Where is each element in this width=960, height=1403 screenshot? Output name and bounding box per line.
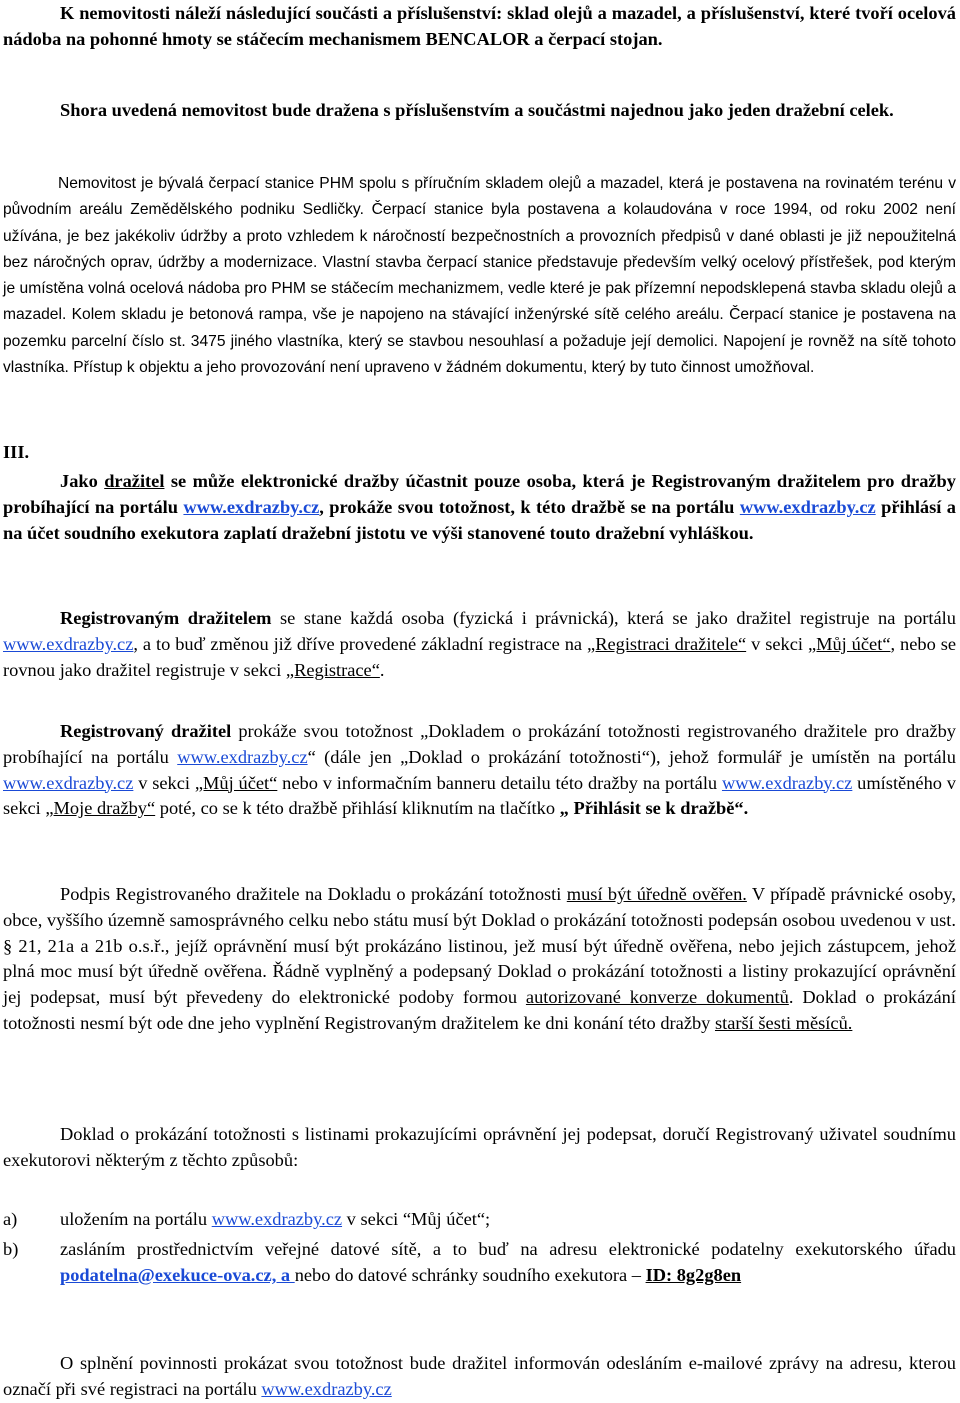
text: . Doklad o prokázání totožnosti nesmí být ode dne jeho vyplnění Registrovaným dražitelem ke dni konání této dražby [3, 987, 956, 1033]
podatelna-email-link[interactable]: podatelna@exekuce-ova.cz, a [60, 1264, 295, 1285]
text: , a to buď změnou již dříve provedené základní registrace na [133, 633, 588, 654]
text: v sekci [746, 633, 808, 654]
list-marker: b) [3, 1239, 19, 1259]
registration-paragraph [3, 606, 956, 683]
components-paragraph: K nemovitosti náleží následující součásti a příslušenství: sklad olejů a mazadel, a příslušenství, které tvoří ocelová nádoba na pohonné hmoty se stáčecím mechanismem BENCALOR a čerpací stojan. [3, 3, 956, 49]
notification-paragraph [3, 1351, 956, 1403]
my-account-section: „Můj účet“ [194, 772, 278, 793]
list-item-text [60, 1207, 956, 1233]
text: nebo do datové schránky soudního exekutora – [294, 1264, 646, 1285]
list-item [3, 1207, 956, 1233]
term-registered-bidder: Registrovaný dražitel [60, 721, 232, 741]
bidder-registration-section: „Registraci dražitele“ [587, 633, 747, 654]
list-marker: a) [3, 1209, 18, 1229]
list-item-text [60, 1237, 956, 1289]
text: Podpis Registrovaného dražitele na Dokladu o prokázání totožnosti [60, 884, 567, 904]
text: se může elektronické dražby účastnit pouze osoba, která je Registrovaným dražitelem pro dražby probíhající na portálu [3, 471, 956, 517]
exdrazby-link[interactable]: www.exdrazby.cz [177, 746, 308, 767]
exdrazby-link[interactable]: www.exdrazby.cz [721, 772, 853, 793]
exdrazby-link[interactable]: www.exdrazby.cz [211, 1209, 343, 1229]
exdrazby-link[interactable]: www.exdrazby.cz [3, 772, 134, 793]
text: , prokáže svou totožnost, k této dražbě se na portálu [319, 496, 740, 517]
list-item [3, 1237, 956, 1289]
signature-paragraph [3, 882, 956, 1037]
bidder-eligibility-paragraph [3, 469, 956, 546]
registration-section: „Registrace“ [285, 659, 380, 680]
text: uložením na portálu [60, 1209, 212, 1229]
text: Jako [60, 471, 105, 491]
text: v sekci [133, 772, 195, 793]
identity-proof-paragraph [3, 719, 956, 822]
exdrazby-link[interactable]: www.exdrazby.cz [183, 496, 320, 517]
login-button-label: „ Přihlásit se k dražbě“. [559, 798, 749, 819]
text: umístěného v sekci [3, 772, 956, 819]
property-description-paragraph: Nemovitost je bývalá čerpací stanice PHM spolu s příručním skladem olejů a mazadel, která je postavena na rovinatém terénu v původním areálu Zemědělského podniku Sedličky. Čerpací stanice byla postavena a kolaudována v roce 1994, od roku 2002 není užívána, je bez jakékoliv údržby a proto vzhledem k náročností bezpečnostních a provozních předpisů v dané oblasti je již nepoužitelná bez náročných oprav, údržby a modernizace. Vlastní stavba čerpací stanice představuje především velký ocelový přístřešek, pod kterým je umístěna volná ocelová nádoba pro PHM se stáčecím mechanizmem, vedle které je pak přízemní nepodsklepená stavba skladu olejů a mazadel. Kolem skladu je betonová rampa, vše je napojeno na stávající inženýrské sítě celého areálu. Čerpací stanice je postavena na pozemku parcelní číslo st. 3475 jiného vlastníka, který se stavbou nesouhlasí a požaduje její demolici. Napojení je rovněž na sítě tohoto vlastníka. Přístup k objektu a jeho provozování není upraveno v žádném dokumentu, který by tuto činnost umožňoval. [3, 175, 956, 377]
text: se stane každá osoba (fyzická i právnická), která se jako dražitel registruje na portálu [271, 608, 956, 628]
text: O splnění povinnosti prokázat svou totožnost bude dražitel informován odesláním e-mailové zprávy na adresu, kterou označí při své registraci na portálu [3, 1353, 956, 1399]
my-auctions-section: „Moje dražby“ [45, 798, 156, 819]
text: poté, co se k této dražbě přihlásí kliknutím na tlačítko [155, 798, 560, 819]
text: v sekci “Můj účet“; [342, 1209, 491, 1229]
exdrazby-link[interactable]: www.exdrazby.cz [261, 1378, 392, 1399]
text: prokáže svou totožnost „Dokladem o prokázání totožnosti registrovaného dražitele pro dražby probíhající na portálu [3, 721, 956, 767]
document-conversion-term: autorizované konverze dokumentů [525, 987, 789, 1008]
text: “ (dále jen „Doklad o prokázání totožnosti“), jehož formulář je umístěn na portálu [307, 746, 956, 767]
exdrazby-link[interactable]: www.exdrazby.cz [739, 496, 876, 517]
auction-unit-paragraph: Shora uvedená nemovitost bude dražena s příslušenstvím a součástmi najednou jako jeden dražební celek. [60, 100, 894, 120]
term-bidder: dražitel [104, 471, 165, 491]
exdrazby-link[interactable]: www.exdrazby.cz [3, 633, 134, 654]
text: přihlásí a na účet soudního exekutora zaplatí dražební jistotu ve výši stanovené touto dražební vyhláškou. [3, 496, 956, 543]
six-months-term: starší šesti měsíců. [714, 1012, 853, 1033]
data-box-id: ID: 8g2g8en [645, 1264, 742, 1285]
term-registered-bidder: Registrovaným dražitelem [60, 608, 272, 628]
verified-signature-note: musí být úředně ověřen. [566, 884, 747, 904]
text: V případě právnické osoby, obce, vyššího územně samosprávného celku nebo státu musí být Doklad o prokázání totožnosti podepsán osobou uvedenou v ust. § 21, 21a a 21b o.s.ř., jejíž oprávnění musí být prokázáno listinou, jež musí být úředně ověřena, nebo jejich zástupcem, jehož plná moc musí být úředně ověřena. Řádně vyplněný a podepsaný Doklad o prokázání totožnosti a listiny prokazující oprávnění jej podepsat, musí být převedeny do elektronické podoby formou [3, 884, 956, 1008]
text: zasláním prostřednictvím veřejné datové sítě, a to buď na adresu elektronické podatelny exekutorského úřadu [60, 1239, 956, 1259]
text: nebo v informačním banneru detailu této dražby na portálu [277, 772, 722, 793]
section-number: III. [3, 442, 30, 462]
my-account-section: „Můj účet“ [807, 633, 891, 654]
text: . [379, 659, 385, 680]
delivery-paragraph: Doklad o prokázání totožnosti s listinami prokazujícími oprávnění jej podepsat, doručí Registrovaný uživatel soudnímu exekutorovi některým z těchto způsobů: [3, 1124, 956, 1170]
text: , nebo se rovnou jako dražitel registruje v sekci [3, 633, 957, 680]
